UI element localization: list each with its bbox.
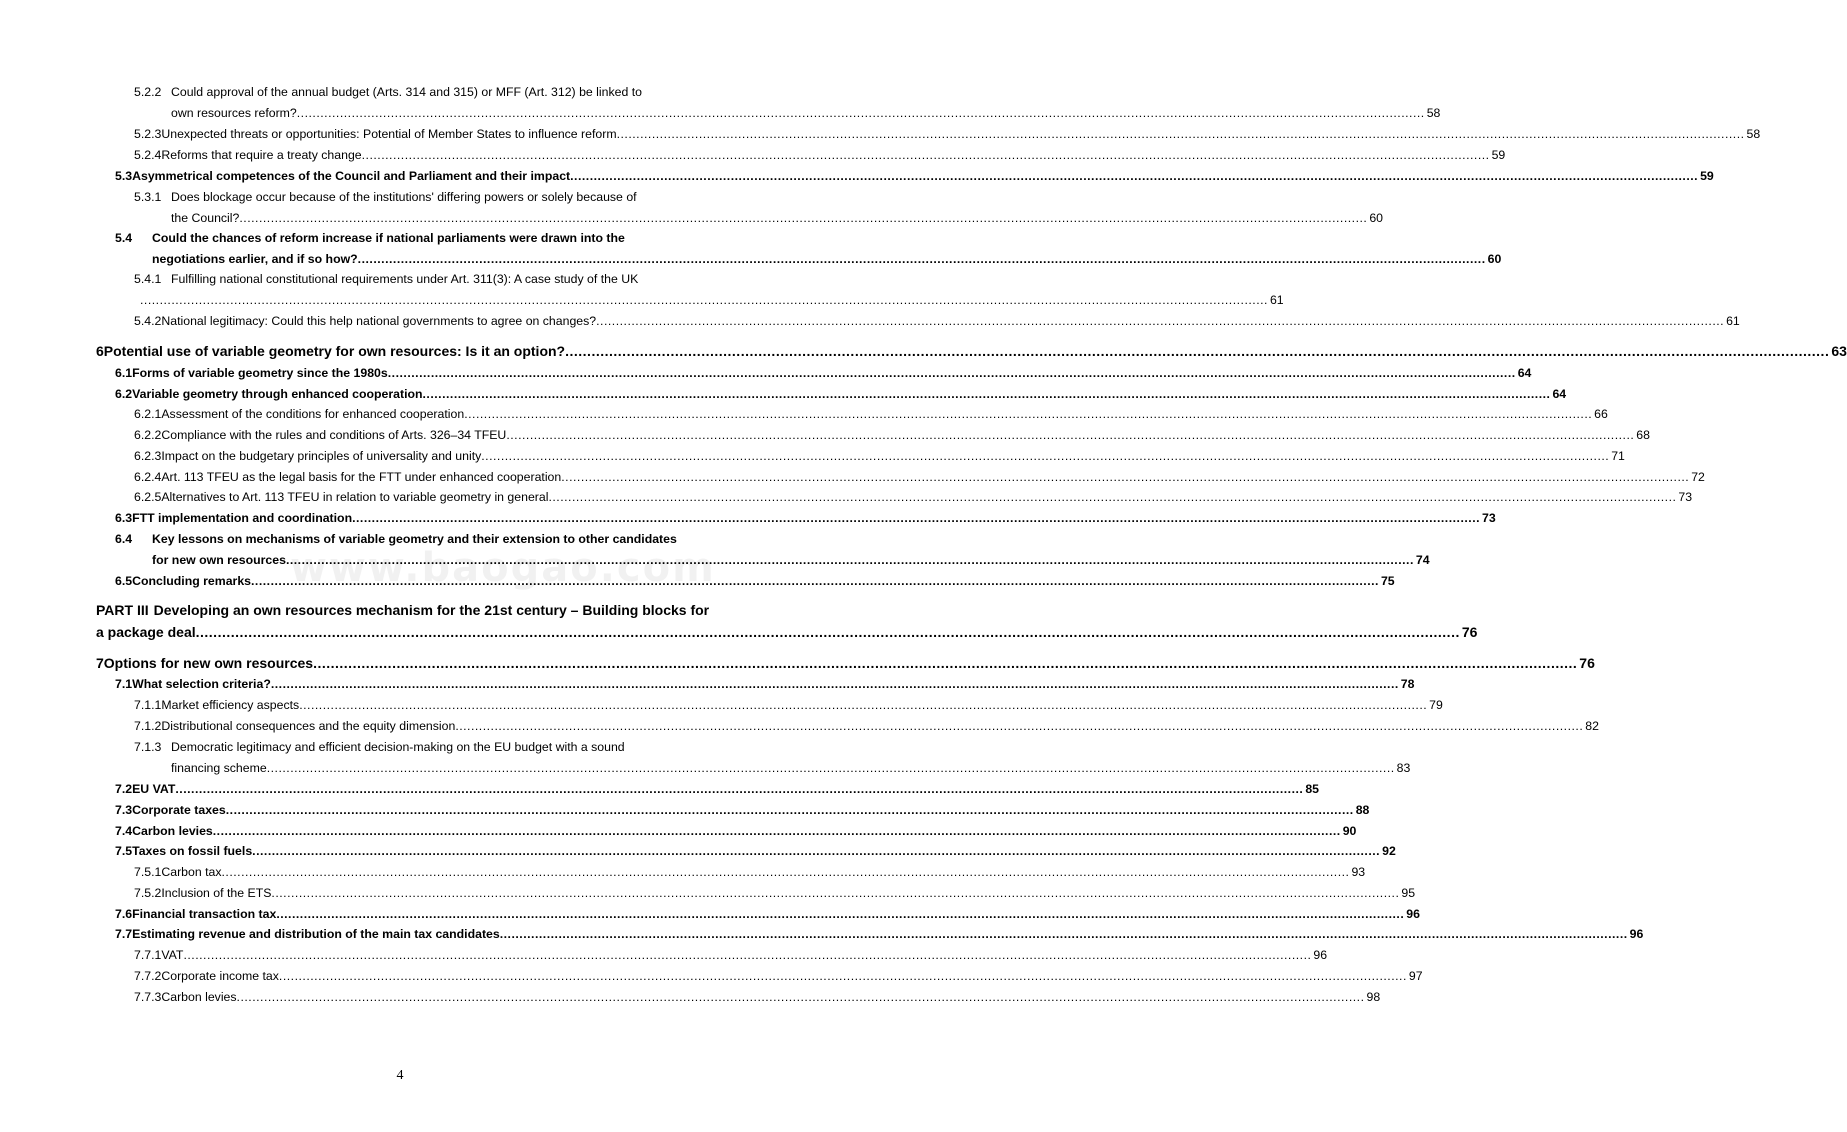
toc-entry-line[interactable] (134, 82, 704, 103)
toc-entry-number: 7.1.2 (134, 719, 162, 733)
toc-entry-line[interactable] (134, 737, 704, 758)
toc-entry-number: 7.3 (115, 803, 133, 817)
toc-entry-line[interactable] (134, 467, 1705, 488)
toc-page-number: 79 (1429, 698, 1443, 712)
toc-entry-number: 7.4 (115, 824, 133, 838)
toc-entry-number: 7.7 (115, 927, 133, 941)
toc-entry-line[interactable] (171, 758, 1411, 779)
toc-leader-dots (464, 404, 1592, 425)
toc-entry-line[interactable] (134, 311, 1740, 332)
toc-entry-title: Carbon tax (161, 865, 222, 879)
toc-entry-title: Could the chances of reform increase if national parliaments were drawn into the (152, 231, 625, 245)
toc-entry-number: 6.2.5 (134, 490, 162, 504)
toc-entry-line[interactable] (115, 779, 1320, 800)
toc-page-number: 97 (1408, 969, 1423, 983)
toc-entry-title: Compliance with the rules and conditions of Arts. 326–34 TFEU (161, 428, 507, 442)
toc-entry-title: Could approval of the annual budget (Arts. 314 and 315) or MFF (Art. 312) be linked to (171, 85, 642, 99)
toc-entry-title: Corporate income tax (161, 969, 279, 983)
toc-leader-dots (267, 758, 1395, 779)
toc-entry-number: 5.3.1 (134, 190, 162, 204)
toc-entry-number: 6.2.3 (134, 449, 162, 463)
toc-entry-title: Financial transaction tax (132, 907, 277, 921)
toc-entry-title: Fulfilling national constitutional requirements under Art. 311(3): A case study of the UK (171, 272, 639, 286)
toc-page-number: 83 (1396, 761, 1411, 775)
toc-entry-number: 5.2.2 (134, 85, 162, 99)
toc-entry-title: Assessment of the conditions for enhanced cooperation (161, 407, 465, 421)
toc-leader-dots (271, 883, 1399, 904)
toc-entry-number: PART III (96, 602, 149, 618)
toc-leader-dots (276, 904, 1404, 925)
toc-entry-title: Inclusion of the ETS (161, 886, 272, 900)
toc-entry-number: 7.1 (115, 677, 133, 691)
toc-leader-dots (226, 800, 1354, 821)
toc-leader-dots (362, 145, 1490, 166)
toc-entry-title: Market efficiency aspects (161, 698, 300, 712)
toc-entry-title: Potential use of variable geometry for own resources: Is it an option? (103, 343, 566, 359)
toc-page-number: 73 (1482, 511, 1496, 525)
toc-entry-title: financing scheme (171, 761, 267, 775)
toc-page-number: 58 (1746, 127, 1761, 141)
toc-entry-line[interactable] (134, 487, 1693, 508)
toc-leader-dots (313, 653, 1577, 674)
toc-entry-line[interactable] (134, 187, 704, 208)
toc-entry-line[interactable] (115, 841, 1396, 862)
toc-entry-number: 7.1.1 (134, 698, 162, 712)
toc-entry-title: for new own resources (152, 553, 286, 567)
toc-entry-number: 5.3 (115, 169, 133, 183)
toc-entry-number: 6.2 (115, 387, 133, 401)
toc-entry-title: Taxes on fossil fuels (132, 844, 253, 858)
toc-page-number: 96 (1406, 907, 1420, 921)
toc-entry-title: Asymmetrical competences of the Council and Parliament and their impact (132, 169, 571, 183)
toc-entry-line[interactable] (134, 695, 1443, 716)
toc-entry-title: National legitimacy: Could this help national governments to agree on changes? (161, 314, 597, 328)
toc-page-number: 88 (1355, 803, 1370, 817)
toc-leader-dots (271, 674, 1399, 695)
toc-entry-number: 5.4 (115, 231, 133, 245)
toc-entry-number: 7.1.3 (134, 740, 162, 754)
toc-page-number: 85 (1305, 782, 1320, 796)
toc-entry-line[interactable] (115, 924, 1644, 945)
toc-page-number: 73 (1678, 490, 1693, 504)
toc-entry-number: 5.4.2 (134, 314, 162, 328)
toc-entry-line[interactable] (134, 446, 1625, 467)
toc-entry-title: Forms of variable geometry since the 1980s (132, 366, 388, 380)
toc-page-number: 64 (1517, 366, 1532, 380)
toc-entry-line[interactable] (134, 124, 1761, 145)
toc-leader-dots (500, 924, 1628, 945)
toc-page-number: 74 (1415, 553, 1430, 567)
toc-leader-dots (239, 208, 1367, 229)
toc-entry-number: 7 (96, 655, 104, 671)
toc-page-number: 60 (1487, 252, 1502, 266)
toc-entry-title: Unexpected threats or opportunities: Potential of Member States to influence reform (161, 127, 617, 141)
watermark: www.baogao.com (290, 545, 716, 591)
toc-leader-dots (358, 249, 1486, 270)
toc-page-number: 82 (1585, 719, 1599, 733)
toc-entry-title: Art. 113 TFEU as the legal basis for the FTT under enhanced cooperation (161, 470, 562, 484)
toc-entry-title: Does blockage occur because of the institutions' differing powers or solely because of (171, 190, 637, 204)
toc-page-number: 61 (1726, 314, 1740, 328)
toc-page-number: 66 (1594, 407, 1608, 421)
toc-entry-title: Distributional consequences and the equity dimension (161, 719, 456, 733)
toc-entry-line[interactable] (96, 653, 1595, 674)
toc-page-number: 72 (1691, 470, 1705, 484)
toc-entry-line[interactable] (115, 228, 704, 249)
toc-leader-dots (196, 622, 1460, 643)
toc-entry-title: VAT (161, 948, 184, 962)
toc-leader-dots (352, 508, 1480, 529)
toc-entry-line[interactable] (96, 622, 1478, 643)
toc-page-number: 75 (1380, 574, 1395, 588)
toc-page-number: 90 (1342, 824, 1357, 838)
toc-entry-title: Estimating revenue and distribution of the main tax candidates (132, 927, 500, 941)
toc-entry-line[interactable] (115, 363, 1532, 384)
toc-leader-dots (279, 966, 1407, 987)
toc-entry-title: Key lessons on mechanisms of variable geometry and their extension to other candidates (152, 532, 677, 546)
toc-entry-number: 6.3 (115, 511, 133, 525)
toc-entry-line[interactable] (115, 800, 1370, 821)
toc-entry-number: 7.5.1 (134, 865, 162, 879)
toc-entry-title: Options for new own resources (103, 655, 314, 671)
toc-entry-title: Reforms that require a treaty change (161, 148, 362, 162)
toc-leader-dots (561, 467, 1689, 488)
toc-entry-number: 5.2.3 (134, 127, 162, 141)
toc-entry-line[interactable] (115, 904, 1420, 925)
toc-entry-line[interactable] (171, 103, 1441, 124)
toc-entry-line[interactable] (96, 341, 1847, 362)
toc-entry-title: Impact on the budgetary principles of universality and unity (161, 449, 482, 463)
toc-leader-dots (213, 821, 1341, 842)
toc-entry-number: 6.2.4 (134, 470, 162, 484)
toc-entry-line[interactable] (115, 508, 1496, 529)
toc-page-number: 59 (1491, 148, 1506, 162)
toc-entry-title: FTT implementation and coordination (132, 511, 353, 525)
toc-page-number: 96 (1313, 948, 1328, 962)
toc-entry-title: Variable geometry through enhanced cooperation (132, 387, 423, 401)
toc-page-number: 61 (1269, 293, 1284, 307)
toc-page-number: 96 (1629, 927, 1644, 941)
toc-leader-dots (222, 862, 1350, 883)
toc-entry-title: Democratic legitimacy and efficient decision-making on the EU budget with a sound (171, 740, 625, 754)
toc-entry-line[interactable] (115, 384, 1567, 405)
toc-entry-title: Concluding remarks (132, 574, 252, 588)
toc-page-number: 76 (1461, 624, 1478, 640)
toc-leader-dots (252, 841, 1380, 862)
toc-entry-line[interactable] (134, 966, 1423, 987)
toc-leader-dots (175, 779, 1303, 800)
toc-entry-title: Carbon levies (161, 990, 237, 1004)
toc-page-number: 93 (1351, 865, 1366, 879)
toc-leader-dots (570, 166, 1698, 187)
toc-entry-number: 7.5.2 (134, 886, 162, 900)
toc-entry-line[interactable] (134, 945, 1328, 966)
toc-entry-title: negotiations earlier, and if so how? (152, 252, 358, 266)
toc-entry-title: What selection criteria? (132, 677, 271, 691)
toc-entry-line[interactable] (96, 600, 710, 621)
toc-page-number: 59 (1700, 169, 1714, 183)
toc-entry-number: 6.2.2 (134, 428, 162, 442)
toc-entry-line[interactable] (134, 404, 1608, 425)
toc-page-number: 64 (1552, 387, 1567, 401)
toc-entry-number: 6.2.1 (134, 407, 162, 421)
toc-page-number: 58 (1426, 106, 1441, 120)
toc-page-number: 98 (1366, 990, 1381, 1004)
toc-page-number: 60 (1369, 211, 1384, 225)
toc-leader-dots (455, 716, 1583, 737)
toc-entry-line[interactable] (134, 425, 1650, 446)
toc-entry-title: Carbon levies (132, 824, 213, 838)
toc-entry-line[interactable] (134, 145, 1506, 166)
toc-page-number: 78 (1400, 677, 1415, 691)
toc-page-number: 92 (1382, 844, 1396, 858)
toc-leader-dots (388, 363, 1516, 384)
toc-entry-line[interactable] (134, 883, 1416, 904)
toc-entry-title: the Council? (171, 211, 240, 225)
toc-entry-number: 6.1 (115, 366, 133, 380)
toc-leader-dots (565, 341, 1829, 362)
toc-entry-number: 7.7.2 (134, 969, 162, 983)
toc-leader-dots (140, 290, 1268, 311)
toc-page-number: 95 (1401, 886, 1416, 900)
toc-entry-number: 5.4.1 (134, 272, 162, 286)
page-number: 4 (396, 1068, 404, 1083)
toc-entry-number: 7.5 (115, 844, 133, 858)
toc-leader-dots (548, 487, 1676, 508)
toc-page-number: 68 (1636, 428, 1650, 442)
toc-entry-line[interactable] (115, 821, 1357, 842)
toc-entry-number: 6 (96, 343, 104, 359)
toc-leader-dots (297, 103, 1425, 124)
toc-entry-line[interactable] (152, 249, 1502, 270)
toc-leader-dots (423, 384, 1551, 405)
toc-entry-number: 7.7.3 (134, 990, 162, 1004)
toc-entry-line[interactable] (140, 290, 1284, 311)
toc-entry-number: 7.6 (115, 907, 133, 921)
toc-entry-line[interactable] (134, 862, 1366, 883)
toc-entry-title: a package deal (96, 624, 196, 640)
toc-entry-title: own resources reform? (171, 106, 297, 120)
toc-leader-dots (481, 446, 1609, 467)
toc-page-number: 71 (1611, 449, 1625, 463)
toc-entry-number: 6.4 (115, 532, 133, 546)
toc-entry-number: 7.2 (115, 782, 133, 796)
toc-entry-number: 5.2.4 (134, 148, 162, 162)
toc-entry-title: EU VAT (132, 782, 176, 796)
toc-entry-line[interactable] (171, 208, 1384, 229)
toc-page-number: 63 (1831, 343, 1847, 359)
toc-leader-dots (596, 311, 1724, 332)
toc-leader-dots (299, 695, 1427, 716)
toc-entry-title: Corporate taxes (132, 803, 226, 817)
toc-entry-number: 6.5 (115, 574, 133, 588)
toc-entry-line[interactable] (134, 716, 1599, 737)
toc-entry-line[interactable] (134, 987, 1381, 1008)
toc-entry-number: 7.7.1 (134, 948, 162, 962)
toc-entry-line[interactable] (134, 269, 704, 290)
toc-leader-dots (183, 945, 1311, 966)
toc-entry-line[interactable] (115, 166, 1714, 187)
toc-leader-dots (617, 124, 1745, 145)
toc-entry-title: Developing an own resources mechanism for the 21st century – Building blocks for (153, 602, 710, 618)
toc-leader-dots (506, 425, 1634, 446)
toc-entry-title: Alternatives to Art. 113 TFEU in relation to variable geometry in general (161, 490, 549, 504)
toc-entry-line[interactable] (115, 674, 1415, 695)
toc-leader-dots (237, 987, 1365, 1008)
toc-page-number: 76 (1579, 655, 1595, 671)
